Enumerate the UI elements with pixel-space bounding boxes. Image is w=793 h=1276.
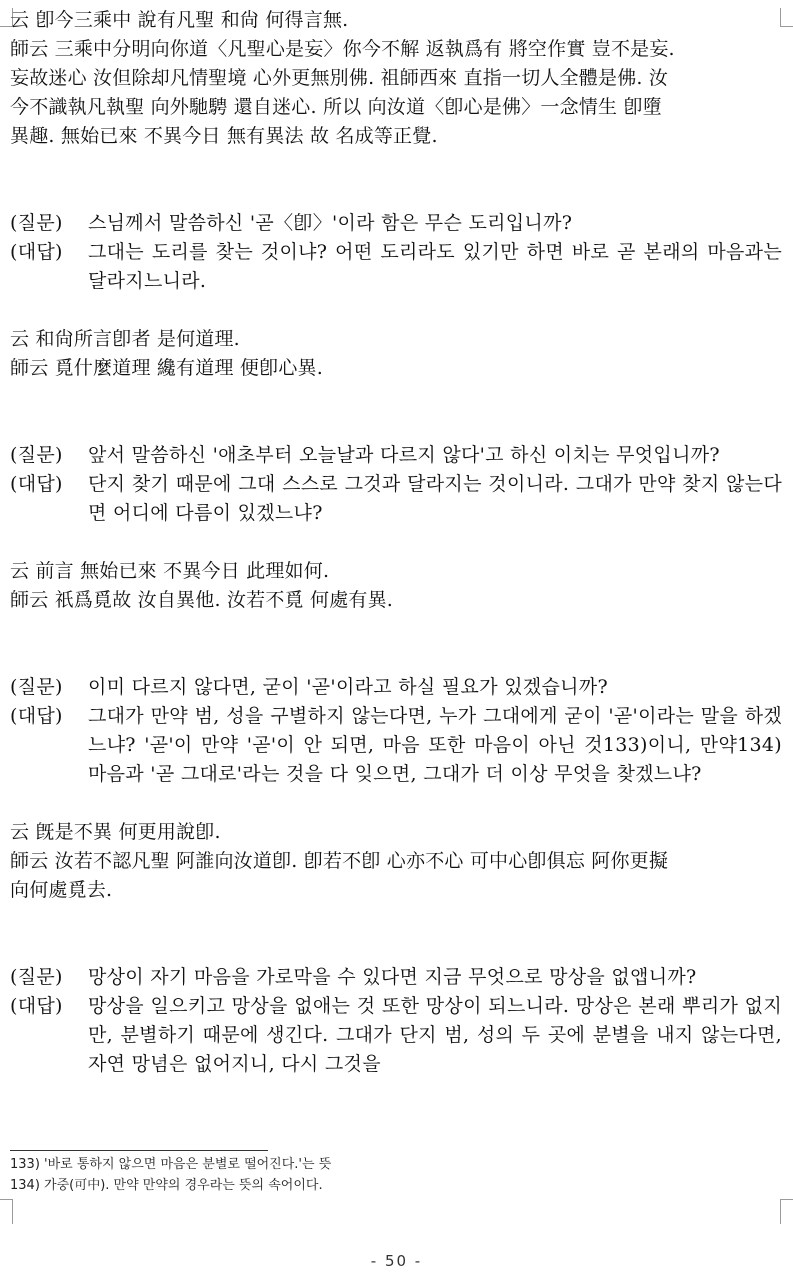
footnote-134: 134) 가중(可中). 만약 만약의 경우라는 뜻의 속어이다. <box>10 1178 323 1193</box>
hanja-line: 師云 覓什麼道理 纔有道理 便卽心異. <box>10 357 323 379</box>
page-number: - 50 - <box>370 1252 423 1270</box>
hanja-passage <box>10 325 782 383</box>
question-text: 망상이 자기 마음을 가로막을 수 있다면 지금 무엇으로 망상을 없앱니까? <box>88 966 697 988</box>
question-text: 앞서 말씀하신 '애초부터 오늘날과 다르지 않다'고 하신 이치는 무엇입니까? <box>88 444 720 466</box>
hanja-passage <box>10 557 782 615</box>
question <box>10 673 782 702</box>
answer-text: 망상을 일으키고 망상을 없애는 것 또한 망상이 되느니라. 망상은 본래 뿌리가 없지만, 분별하기 때문에 생긴다. 그대가 단지 범, 성의 두 곳에 분별을 내지 않는다면, 자연 망념은 없어지니, 다시 그것을 <box>88 995 782 1075</box>
answer-label: (대답) <box>10 241 63 263</box>
question-label: (질문) <box>10 212 63 234</box>
qa-block <box>10 441 782 528</box>
question <box>10 963 782 992</box>
hanja-line: 今不識執凡執聖 向外馳騁 還自迷心. 所以 向汝道〈卽心是佛〉一念情生 卽墮 <box>10 96 662 118</box>
question <box>10 209 782 238</box>
answer-label: (대답) <box>10 995 63 1017</box>
question-label: (질문) <box>10 966 63 988</box>
answer <box>10 238 782 296</box>
footnote-133: 133) '바로 통하지 않으면 마음은 분별로 떨어진다.'는 뜻 <box>10 1157 332 1172</box>
hanja-line: 異趣. 無始已來 不異今日 無有異法 故 名成等正覺. <box>10 125 438 147</box>
crop-mark-bottom-right <box>780 1199 793 1224</box>
question-label: (질문) <box>10 444 63 466</box>
hanja-line: 向何處覓去. <box>10 879 113 901</box>
question <box>10 441 782 470</box>
crop-mark-bottom-left <box>0 1199 13 1224</box>
page-body <box>10 6 782 1079</box>
answer-text: 단지 찾기 때문에 그대 스스로 그것과 달라지는 것이니라. 그대가 만약 찾지 않는다면 어디에 다름이 있겠느냐? <box>88 473 782 524</box>
hanja-line: 師云 汝若不認凡聖 阿誰向汝道卽. 卽若不卽 心亦不心 可中心卽俱忘 阿你更擬 <box>10 850 669 872</box>
answer <box>10 470 782 528</box>
hanja-line: 云 前言 無始已來 不異今日 此理如何. <box>10 560 330 582</box>
question-text: 스님께서 말씀하신 '곧〈卽〉'이라 함은 무슨 도리입니까? <box>88 212 573 234</box>
answer-text: 그대는 도리를 찾는 것이냐? 어떤 도리라도 있기만 하면 바로 곧 본래의 마음과는 달라지느니라. <box>88 241 782 292</box>
footnote-divider <box>10 1150 268 1151</box>
footnotes <box>10 1154 782 1196</box>
hanja-line: 師云 祇爲覓故 汝自異他. 汝若不覓 何處有異. <box>10 589 394 611</box>
hanja-line: 云 旣是不異 何更用說卽. <box>10 821 221 843</box>
answer-text: 그대가 만약 범, 성을 구별하지 않는다면, 누가 그대에게 굳이 '곧'이라는 말을 하겠느냐? '곧'이 만약 '곧'이 안 되면, 마음 또한 마음이 아닌 것133)이니, 만약134) 마음과 '곧 그대로'라는 것을 다 잊으면, 그대가 더 이상 무엇을 찾겠느냐? <box>88 705 782 785</box>
hanja-line: 云 卽今三乘中 說有凡聖 和尙 何得言無. <box>10 9 349 31</box>
answer-label: (대답) <box>10 473 63 495</box>
hanja-passage <box>10 6 782 151</box>
qa-block <box>10 963 782 1079</box>
hanja-line: 云 和尙所言卽者 是何道理. <box>10 328 240 350</box>
answer-label: (대답) <box>10 705 63 727</box>
question-text: 이미 다르지 않다면, 굳이 '곧'이라고 하실 필요가 있겠습니까? <box>88 676 608 698</box>
hanja-line: 妄故迷心 汝但除却凡情聖境 心外更無別佛. 祖師西來 直指一切人全體是佛. 汝 <box>10 67 669 89</box>
qa-block <box>10 209 782 296</box>
answer <box>10 992 782 1079</box>
hanja-line: 師云 三乘中分明向你道〈凡聖心是妄〉你今不解 返執爲有 將空作實 豈不是妄. <box>10 38 675 60</box>
hanja-passage <box>10 818 782 905</box>
answer <box>10 702 782 789</box>
qa-block <box>10 673 782 789</box>
question-label: (질문) <box>10 676 63 698</box>
